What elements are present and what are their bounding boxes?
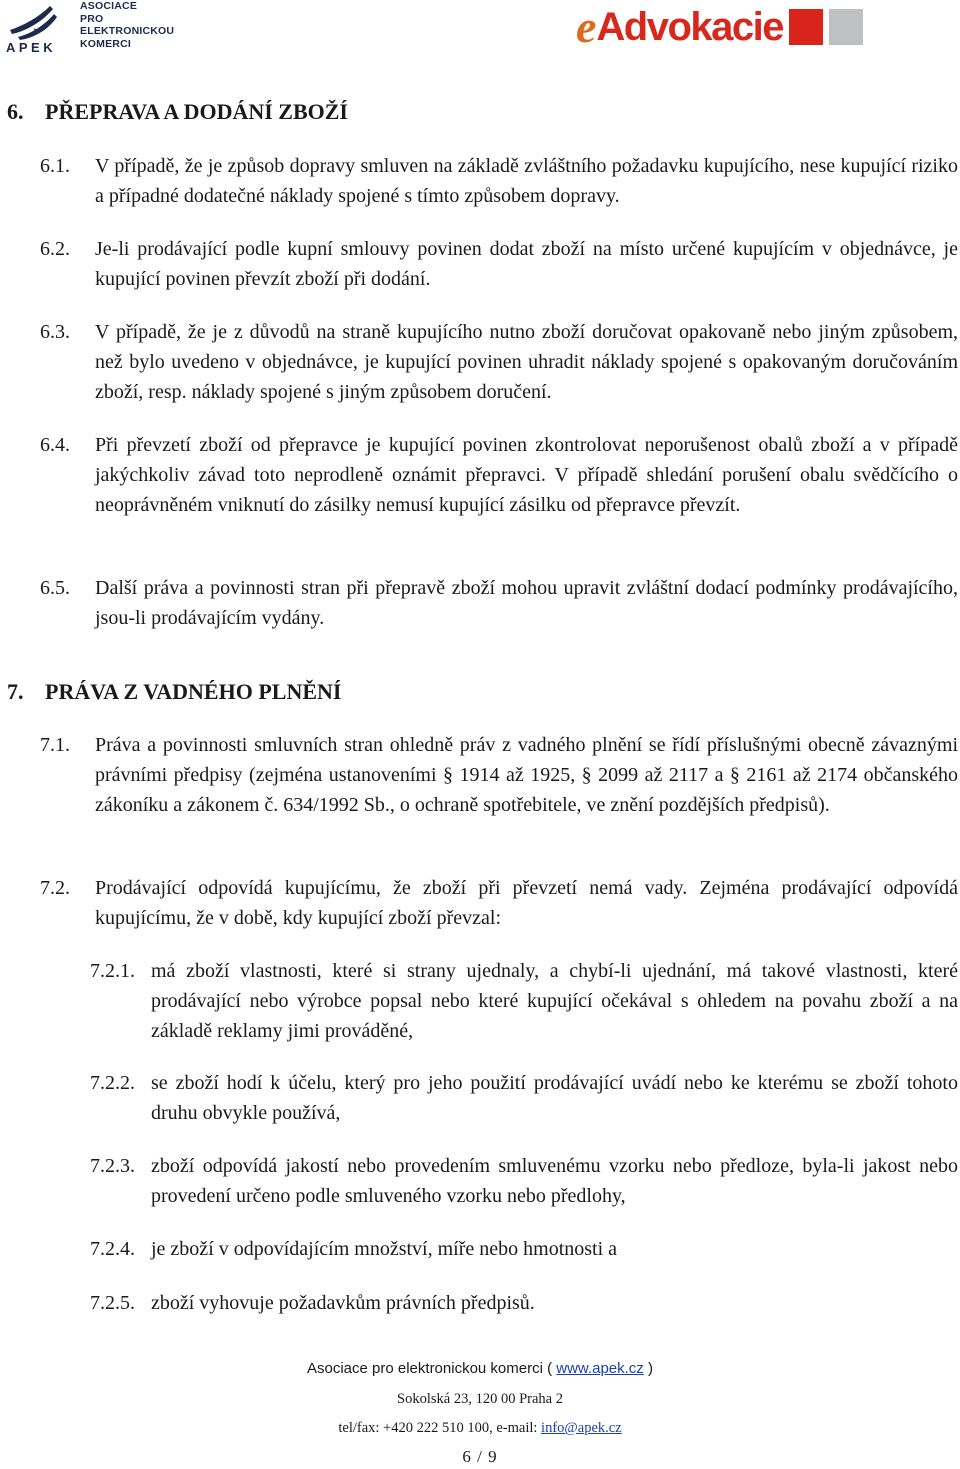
clause — [40, 730, 958, 850]
section-title: PŘEPRAVA A DODÁNÍ ZBOŽÍ — [45, 99, 348, 124]
clause-text: zboží odpovídá jakostí nebo provedením smluvenému vzorku nebo předloze, byla-li jakost nebo provedení určeno podle smluveného vzorku nebo předlohy, — [151, 1155, 958, 1207]
clause-text: zboží vyhovuje požadavkům právních předpisů. — [151, 1292, 535, 1314]
footer-website-link[interactable]: www.apek.cz — [556, 1360, 644, 1377]
clause-text: Při převzetí zboží od přepravce je kupující povinen zkontrolovat neporušenost obalů zboží a v případě jakýchkoliv závad toto neprodleně oznámit přepravci. V případě shledání porušení obalu svědčícího o neoprávněném vniknutí do zásilky nemusí kupující zásilku od přepravce převzít. — [95, 434, 958, 516]
apek-line: PRO — [80, 12, 104, 25]
eadvokacie-wordmark: Advokacie — [596, 5, 784, 49]
clause-number: 7.2.4. — [90, 1238, 135, 1260]
grey-square-icon — [829, 9, 863, 45]
clause-number: 6.3. — [40, 321, 70, 343]
clause-number: 6.1. — [40, 155, 70, 177]
clause-text: má zboží vlastnosti, které si strany ujednaly, a chybí-li ujednání, má takové vlastnosti, které prodávající nebo výrobce popsal nebo které kupující očekával s ohledem na povahu zboží a na základě reklamy jimi prováděné, — [151, 960, 958, 1042]
sub-clause — [90, 1151, 958, 1211]
footer-email-link[interactable]: info@apek.cz — [541, 1420, 622, 1436]
footer-contact-prefix: tel/fax: +420 222 510 100, e-mail: — [338, 1420, 542, 1436]
clause — [40, 317, 958, 407]
clause-text: Prodávající odpovídá kupujícímu, že zboží při převzetí nemá vady. Zejména prodávající odpovídá kupujícímu, že v době, kdy kupující zboží převzal: — [95, 877, 958, 929]
clause-text: Další práva a povinnosti stran při přepravě zboží mohou upravit zvláštní dodací podmínky prodávajícího, jsou-li prodávajícím vydány. — [95, 577, 958, 629]
clause-text: Je-li prodávající podle kupní smlouvy povinen dodat zboží na místo určené kupujícím v objednávce, je kupující povinen převzít zboží při dodání. — [95, 238, 958, 290]
clause-number: 6.4. — [40, 434, 70, 456]
section-title: PRÁVA Z VADNÉHO PLNĚNÍ — [45, 679, 342, 704]
apek-wordmark — [80, 0, 174, 50]
eadvokacie-e: e — [576, 1, 597, 52]
clause-number: 7.2.5. — [90, 1292, 135, 1314]
clause-text: Práva a povinnosti smluvních stran ohledně práv z vadného plnění se řídí příslušnými obecně závaznými právními předpisy (zejména ustanoveními § 1914 až 1925, § 2099 až 2117 a § 2161 až 2174 občanského zákoníku a zákonem č. 634/1992 Sb., o ochraně spotřebitele, ve znění pozdějších předpisů). — [95, 734, 958, 816]
footer-address: Sokolská 23, 120 00 Praha 2 — [397, 1391, 563, 1407]
apek-line: KOMERCI — [80, 37, 131, 50]
clause-number: 7.2. — [40, 877, 70, 899]
sub-clause — [90, 956, 958, 1046]
footer-contact — [0, 1418, 960, 1438]
clause-number: 6.5. — [40, 577, 70, 599]
apek-abbr: APEK — [6, 40, 57, 54]
red-square-icon — [789, 9, 823, 45]
clause — [40, 430, 958, 550]
sub-clause — [90, 1234, 958, 1264]
clause — [40, 151, 958, 211]
clause-text: je zboží v odpovídajícím množství, míře nebo hmotnosti a — [151, 1238, 618, 1260]
section-number: 6. — [7, 99, 24, 124]
clause-text: V případě, že je z důvodů na straně kupujícího nutno zboží doručovat opakovaně nebo jiným způsobem, než bylo uvedeno v objednávce, je kupující povinen uhradit náklady spojené s opakovaným doručováním zboží, resp. náklady spojené s jiným způsobem doručení. — [95, 321, 958, 403]
apek-line: ELEKTRONICKOU — [80, 25, 175, 37]
footer-organization — [0, 1359, 960, 1379]
footer-org-prefix: Asociace pro elektronickou komerci ( — [307, 1360, 557, 1377]
clause-number: 7.1. — [40, 734, 70, 756]
apek-line: ASOCIACE — [80, 0, 138, 12]
sub-clause — [90, 1288, 958, 1318]
page-header — [0, 0, 960, 60]
clause-text: se zboží hodí k účelu, který pro jeho použití prodávající uvádí nebo ke kterému se zboží tohoto druhu obvykle používá, — [151, 1072, 958, 1124]
clause — [40, 573, 958, 633]
clause-number: 6.2. — [40, 238, 70, 260]
eadvokacie-logo — [576, 2, 863, 52]
sub-clause — [90, 1068, 958, 1128]
clause — [40, 873, 958, 933]
apek-logo — [4, 0, 66, 54]
clause-text: V případě, že je způsob dopravy smluven na základě zvláštního požadavku kupujícího, nese kupující riziko a případné dodatečné náklady spojené s tímto způsobem dopravy. — [95, 155, 958, 207]
clause-number: 7.2.1. — [90, 960, 135, 982]
section-number: 7. — [7, 679, 24, 704]
clause — [40, 234, 958, 294]
page-number: 6 / 9 — [462, 1447, 498, 1466]
clause-number: 7.2.2. — [90, 1072, 135, 1094]
clause-number: 7.2.3. — [90, 1155, 135, 1177]
footer-org-suffix: ) — [643, 1360, 653, 1377]
